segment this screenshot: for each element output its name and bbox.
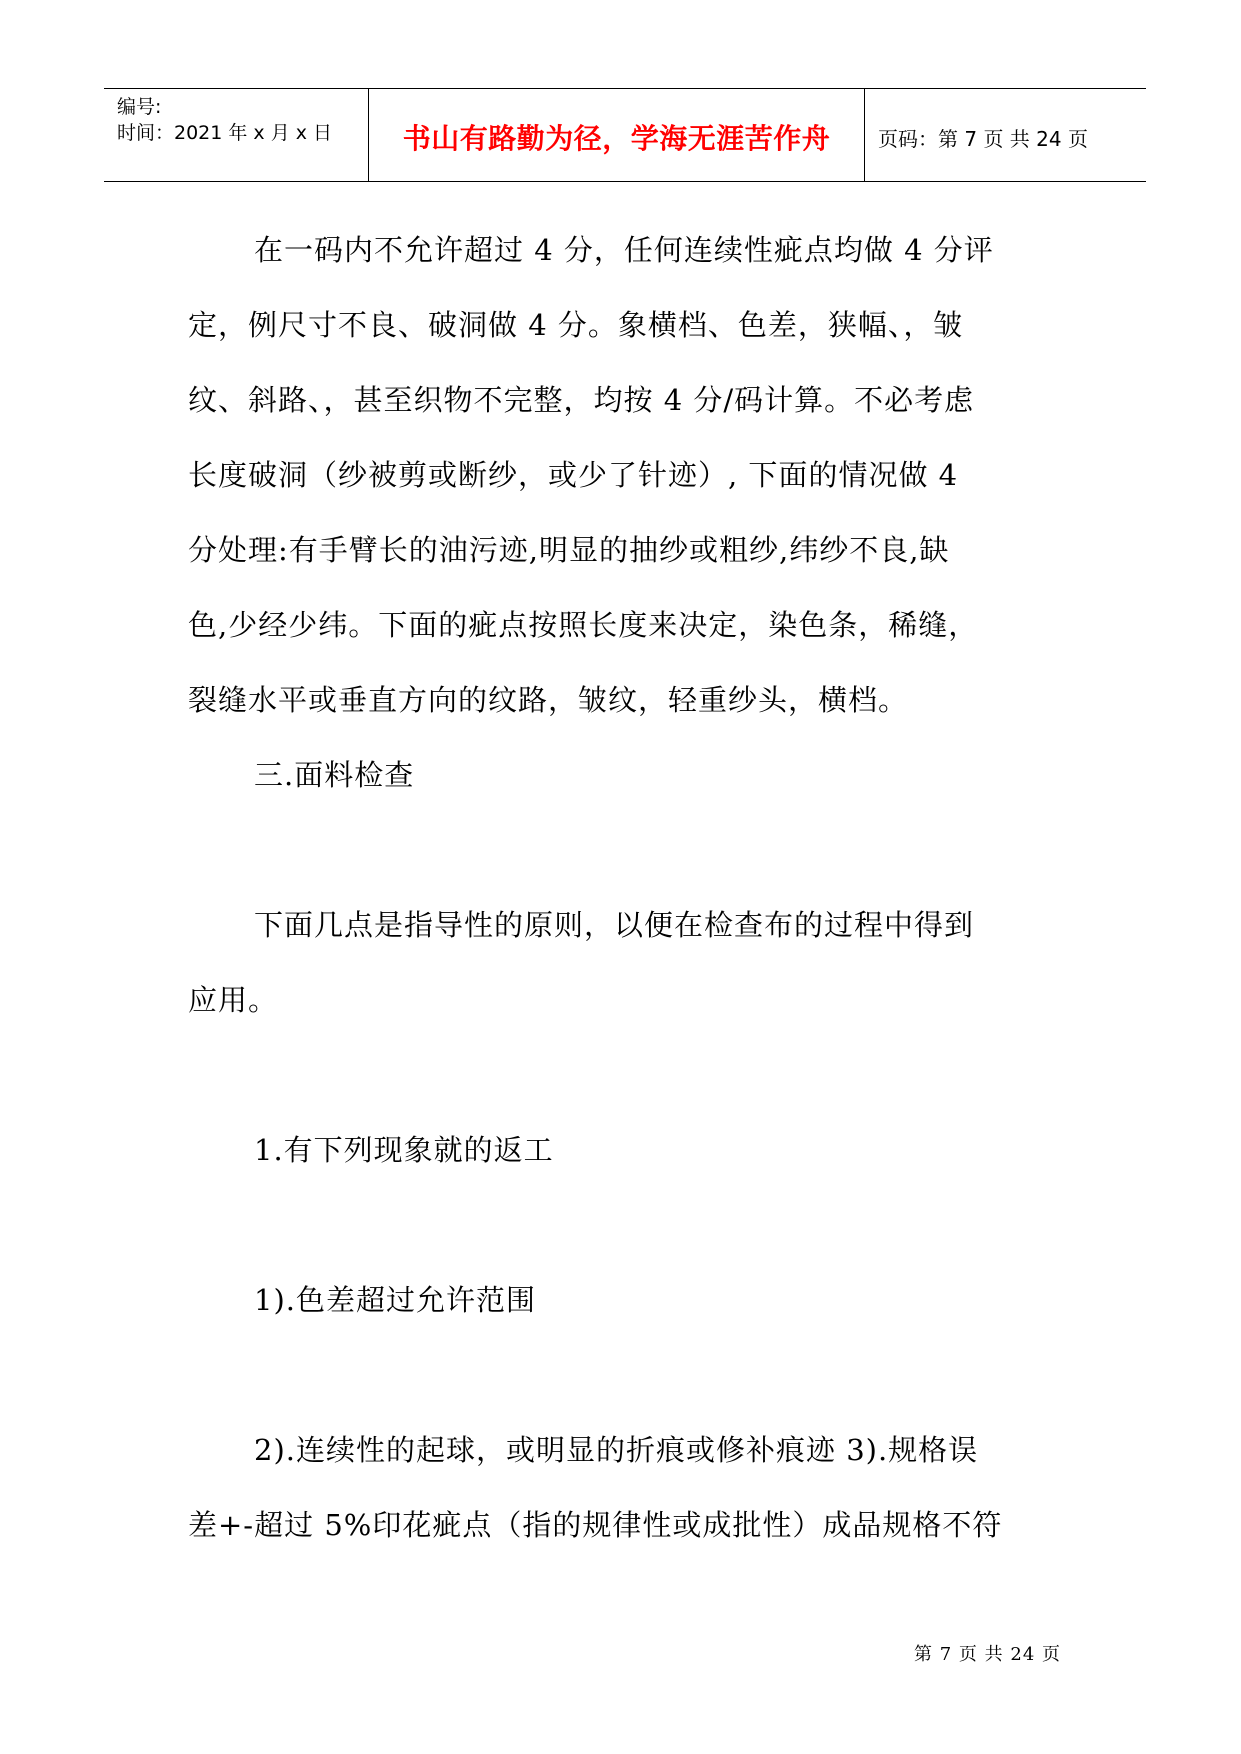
rework-item-1: 1).色差超过允许范围 — [254, 1283, 536, 1317]
header-meta-cell — [104, 89, 369, 181]
header-page-info: 页码：第 7 页 共 24 页 — [878, 126, 1088, 151]
rework-item-2-continued: 差+-超过 5%印花疵点（指的规律性或成批性）成品规格不符 — [188, 1508, 1003, 1542]
header-table — [104, 88, 1146, 182]
header-slogan: 书山有路勤为径，学海无涯苦作舟 — [402, 122, 831, 155]
guideline-line-1: 下面几点是指导性的原则，以便在检查布的过程中得到 — [254, 908, 975, 942]
paragraph-line-1: 在一码内不允许超过 4 分，任何连续性疵点均做 4 分评 — [254, 233, 994, 267]
paragraph-line-7: 裂缝水平或垂直方向的纹路，皱纹，轻重纱头，横档。 — [188, 683, 909, 717]
guideline-line-2: 应用。 — [188, 983, 279, 1017]
rework-item-2: 2).连续性的起球，或明显的折痕或修补痕迹 3).规格误 — [254, 1433, 979, 1467]
header-page-cell — [865, 89, 1146, 181]
paragraph-line-6: 色,少经少纬。下面的疵点按照长度来决定，染色条，稀缝， — [188, 608, 979, 642]
paragraph-line-5: 分处理:有手臂长的油污迹,明显的抽纱或粗纱,纬纱不良,缺 — [188, 533, 950, 567]
paragraph-line-2: 定，例尺寸不良、破洞做 4 分。象横档、色差，狭幅、，皱 — [188, 308, 964, 342]
footer-page-number: 第 7 页 共 24 页 — [914, 1644, 1061, 1665]
document-time-label: 时间：2021 年 x 月 x 日 — [117, 122, 333, 144]
document-code-label: 编号: — [117, 96, 162, 118]
section-heading-fabric-inspection: 三.面料检查 — [254, 758, 415, 792]
rework-heading: 1.有下列现象就的返工 — [254, 1133, 554, 1167]
paragraph-line-4: 长度破洞（纱被剪或断纱，或少了针迹）, 下面的情况做 4 — [188, 458, 959, 492]
paragraph-line-3: 纹、斜路、，甚至织物不完整，均按 4 分/码计算。不必考虑 — [188, 383, 975, 417]
header-slogan-cell — [369, 89, 865, 181]
